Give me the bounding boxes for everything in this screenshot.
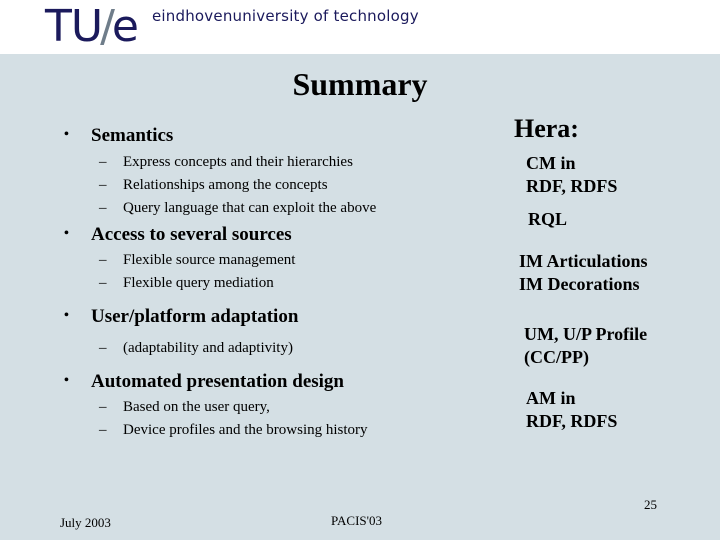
bullet-label: User/platform adaptation <box>91 306 299 327</box>
bullet-semantics <box>64 124 173 149</box>
bullet-icon: • <box>64 307 69 323</box>
dash-icon: – <box>99 422 107 438</box>
hera-item-line: RDF, RDFS <box>526 176 618 196</box>
hera-item-am <box>526 387 617 433</box>
subitem-label: Flexible source management <box>123 252 296 268</box>
logo-tu: TU <box>45 1 103 52</box>
subitem <box>99 198 376 218</box>
bullet-label: Semantics <box>91 125 174 146</box>
bullet-automated-presentation <box>64 370 344 395</box>
hera-item-line: UM, U/P Profile <box>524 324 648 344</box>
subitem-label: Relationships among the concepts <box>123 177 328 193</box>
dash-icon: – <box>99 200 107 216</box>
hera-item-line: IM Articulations <box>519 251 648 271</box>
bullet-icon: • <box>64 372 69 388</box>
bullet-label: Automated presentation design <box>91 371 344 392</box>
logo-e: e <box>111 1 138 52</box>
dash-icon: – <box>99 177 107 193</box>
subitem-label: Based on the user query, <box>123 399 270 415</box>
bullet-label: Access to several sources <box>91 224 292 245</box>
footer-page-number: 25 <box>644 497 657 512</box>
subitem <box>99 338 293 358</box>
bullet-icon: • <box>64 225 69 241</box>
subitem-label: Query language that can exploit the above <box>123 200 377 216</box>
header-band <box>0 0 720 54</box>
dash-icon: – <box>99 154 107 170</box>
hera-item-line: IM Decorations <box>519 274 640 294</box>
dash-icon: – <box>99 340 107 356</box>
hera-item-um <box>524 323 647 369</box>
logo-slash: / <box>100 1 114 52</box>
slide-title: Summary <box>292 66 428 102</box>
dash-icon: – <box>99 275 107 291</box>
subitem <box>99 273 274 293</box>
footer-conference: PACIS'03 <box>331 513 382 528</box>
subitem <box>99 152 353 172</box>
university-tagline: eindhovenuniversity of technology <box>152 7 419 25</box>
footer-date: July 2003 <box>60 515 111 530</box>
bullet-access-sources <box>64 223 292 248</box>
subitem-label: Flexible query mediation <box>123 275 274 291</box>
bullet-icon: • <box>64 126 69 142</box>
subitem <box>99 250 295 270</box>
bullet-user-platform-adaptation <box>64 305 298 330</box>
dash-icon: – <box>99 399 107 415</box>
hera-item-rql <box>528 208 567 231</box>
hera-heading: Hera: <box>514 114 579 143</box>
hera-item-line: CM in <box>526 153 576 173</box>
hera-item-line: AM in <box>526 388 576 408</box>
tue-logo <box>45 2 138 52</box>
hera-item-im <box>519 250 648 296</box>
subitem <box>99 175 328 195</box>
subitem <box>99 420 368 440</box>
subitem-label: Device profiles and the browsing history <box>123 422 368 438</box>
subitem <box>99 397 270 417</box>
subitem-label: Express concepts and their hierarchies <box>123 154 353 170</box>
dash-icon: – <box>99 252 107 268</box>
hera-item-line: RQL <box>528 209 568 229</box>
hera-item-line: (CC/PP) <box>524 347 589 367</box>
hera-item-cm <box>526 152 617 198</box>
hera-item-line: RDF, RDFS <box>526 411 618 431</box>
subitem-label: (adaptability and adaptivity) <box>123 340 293 356</box>
